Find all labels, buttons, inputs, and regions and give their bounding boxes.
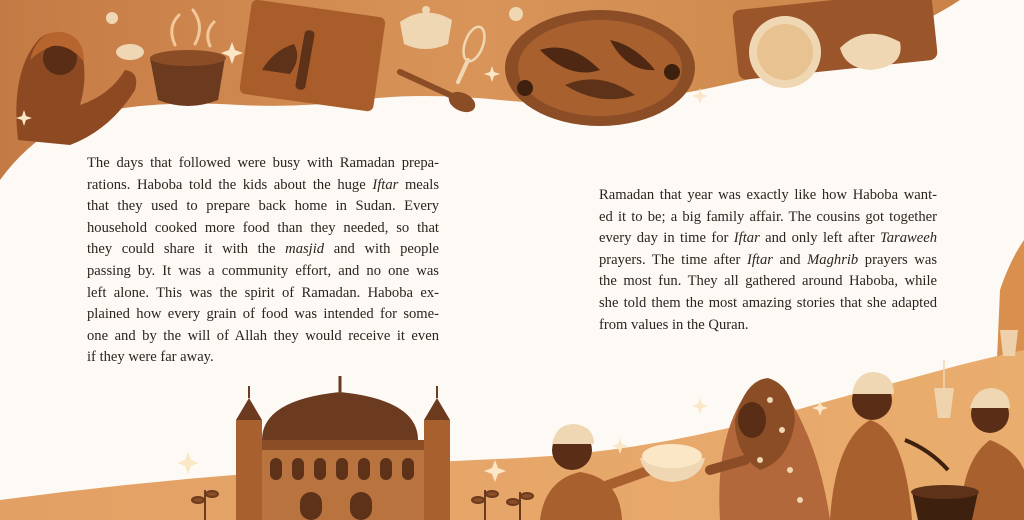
- text-line: left alone. This was the spirit of Ramadan. Haboba ex-: [87, 284, 439, 301]
- left-paragraph: [87, 153, 439, 369]
- italic-term: Iftar: [372, 176, 399, 193]
- garlic-icon: [509, 7, 523, 21]
- text-line: Ramadan that year was exactly like how Haboba want-: [599, 187, 937, 203]
- text-line: rations. Haboba told the kids about the huge Iftar meals: [87, 176, 439, 193]
- mosque-illustration: [236, 376, 450, 520]
- text-line: every day in time for Iftar and only left after Taraweeh: [599, 230, 937, 247]
- text-line: they could share it with the masjid and with people: [87, 241, 439, 258]
- text-line: that they used to prepare back home in Sudan. Every: [87, 198, 439, 215]
- cutting-board-icon: [239, 0, 386, 112]
- text-line: one and by the will of Allah they would receive it even: [87, 327, 439, 344]
- flatbread-board-icon: [732, 0, 938, 88]
- text-line: from values in the Quran.: [599, 316, 749, 333]
- text-line: passing by. It was a community effort, and no one was: [87, 262, 439, 279]
- text-line: The days that followed were busy with Ramadan prepa-: [87, 155, 439, 171]
- fish-platter-icon: [505, 10, 695, 126]
- text-line: plained how every grain of food was intended for some-: [87, 306, 439, 323]
- text-line: household cooked more food than they needed, so that: [87, 219, 439, 236]
- text-line: she told them the most amazing stories that she adapted: [599, 294, 937, 311]
- text-line: the most fun. They all gathered around Haboba, while: [599, 273, 937, 290]
- italic-term: Iftar: [746, 251, 773, 268]
- text-line: prayers. The time after Iftar and Maghrib prayers was: [599, 251, 937, 268]
- text-line: if they were far away.: [87, 349, 214, 366]
- italic-term: Taraweeh: [879, 230, 937, 247]
- italic-term: Iftar: [733, 230, 760, 247]
- cooking-pot-icon: [911, 485, 979, 520]
- right-paragraph: [599, 185, 937, 336]
- text-line: ed it to be; a big family affair. The cousins got together: [599, 208, 937, 225]
- grandmother-figure: [710, 378, 830, 520]
- italic-term: masjid: [285, 241, 325, 258]
- garlic-icon: [106, 12, 118, 24]
- italic-term: Maghrib: [807, 251, 859, 268]
- grandmother-cooking-figure: [16, 32, 144, 145]
